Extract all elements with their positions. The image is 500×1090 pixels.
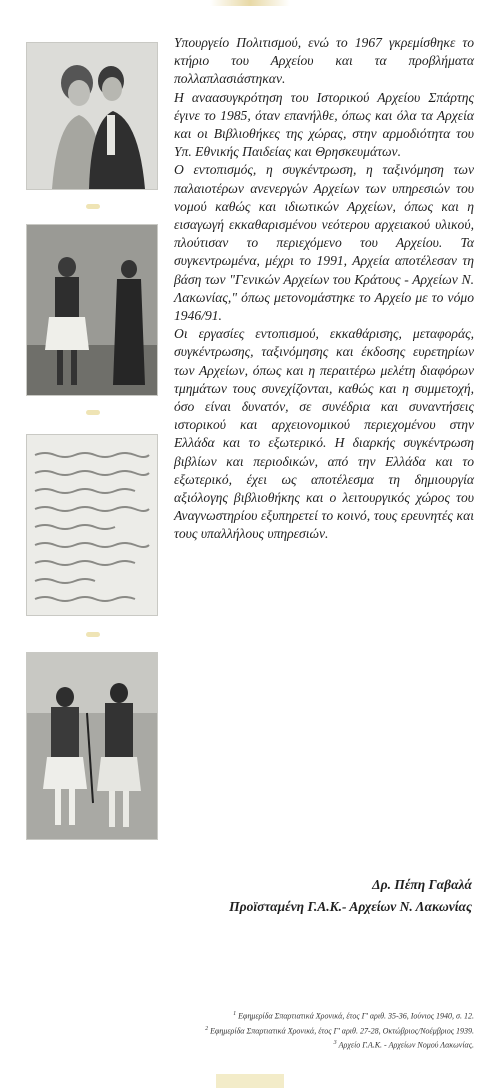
footnote-mark: 1 [233,1011,237,1017]
paragraph: Ο εντοπισμός, η συγκέντρωση, η ταξινόμηση των παλαιοτέρων ανενεργών Αρχείων των υπηρεσιών του νομού καθώς και ιδιωτικών Αρχείων, όπως και η εισαγωγή εκκαθαρισμένου νεότερου αρχειακού υλικού, πλούτισαν το περιεχόμενο του Αρχείου. Τα συγκεντρωμένα, μέχρι το 1991, Αρχεία αποτέλεσαν τη βάση των "Γενικών Αρχείων του Κράτους - Αρχείων Ν. Λακωνίας," όπως μετονομάστηκε το Αρχείο με το νόμο 1946/91. [174,162,474,324]
bottom-ornament [216,1074,284,1088]
footnote-mark: 2 [205,1025,209,1032]
footnote-text: Εφημερίδα Σπαρτιατικά Χρονικά, έτος Γ' αριθ. 35-36, Ιούνιος 1940, σ. 12. [238,1011,474,1021]
footnote [4,1037,474,1052]
footnote-mark: 3 [333,1040,337,1047]
footnotes [4,1008,474,1052]
top-ornament [210,0,290,6]
couple-portrait-photo [26,42,158,190]
separator-dot [86,204,100,209]
paragraph: Υπουργείο Πολιτισμού, ενώ το 1967 γκρεμίσθηκε το κτήριο του Αρχείου και τα προβλήματα πολλαπλασιάστηκαν. [174,35,474,87]
two-figures-traditional-dress-photo [26,224,158,396]
separator-dot [86,632,100,637]
separator-dot [86,410,100,415]
handwritten-document-photo [26,434,158,616]
signature-block [32,874,472,918]
footnote [4,1008,474,1023]
paragraph: Οι εργασίες εντοπισμού, εκκαθάρισης, μεταφοράς, συγκέντρωσης, ταξινόμησης και έκδοσης ευρετηρίων των Αρχείων, όπως και η περαιτέρω μελέτη διαφόρων τμημάτων τους συνεχίζονται, καθώς και η συμμετοχή, όσο είναι δυνατόν, σε συνέδρια και συναντήσεις ιστορικού και αρχειονομικού περιεχομένου στην Ελλάδα και το εξωτερικό. Η διαρκής συγκέντρωση βιβλίων και περιοδικών, από την Ελλάδα και το εξωτερικό, έχει ως αποτέλεσμα τη δημιουργία αξιόλογης βιβλιοθήκης και ο λειτουργικός χώρος του Αναγνωστηρίου εξυπηρετεί το κοινό, τους ερευνητές και τους υπαλλήλους υπηρεσιών. [174,326,474,542]
footnote [4,1023,474,1038]
armed-men-photo [26,652,158,840]
footnote-text: Εφημερίδα Σπαρτιατικά Χρονικά, έτος Γ' αριθ. 27-28, Οκτώβριος/Νοέμβριος 1939. [210,1026,474,1036]
signature-role: Προϊσταμένη Γ.Α.Κ.- Αρχείων Ν. Λακωνίας [229,899,472,914]
paragraph: Η αναασυγκρότηση του Ιστορικού Αρχείου Σπάρτης έγινε το 1985, όταν επανήλθε, όπως και όλα τα Αρχεία και οι Βιβλιοθήκες της χώρας, στην αρμοδιότητα του Υπ. Εθνικής Παιδείας και Θρησκευμάτων. [174,89,474,160]
signature-name: Δρ. Πέπη Γαβαλά [372,877,472,892]
body-text [174,34,474,544]
footnote-text: Αρχείο Γ.Α.Κ. - Αρχείων Νομού Λακωνίας. [338,1040,474,1050]
